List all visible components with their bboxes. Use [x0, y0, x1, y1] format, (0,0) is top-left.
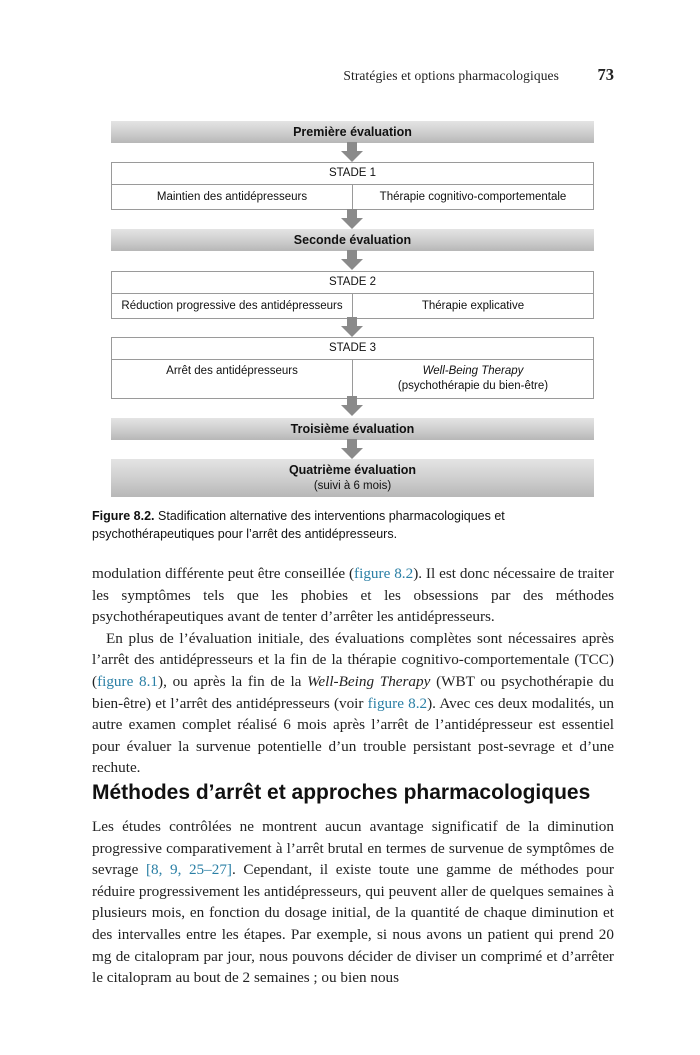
eval-bar-first: Première évaluation: [111, 121, 594, 143]
page-number: 73: [597, 65, 614, 84]
section-heading: Méthodes d’arrêt et approches pharmacologiques: [92, 781, 591, 804]
stage-3-title: STADE 3: [112, 338, 593, 360]
stage-1-title: STADE 1: [112, 163, 593, 185]
italic-run: Well-Being Therapy: [307, 672, 431, 690]
stage-2-left: Réduction progressive des antidépresseurs: [121, 300, 343, 312]
text-run: (WBT ou psychothérapie du bien-être) et l’arrêt des antidépresseurs (voir: [92, 672, 615, 712]
figure-ref-link[interactable]: figure 8.2: [367, 694, 428, 712]
text-run: En plus de l’évaluation initiale, des évaluations complètes sont nécessaires après l’arrêt des antidépresseurs et la fin de la thérapie cognitivo-comportementale (TCC) (: [92, 629, 614, 690]
stage-2-right: Thérapie explicative: [352, 294, 593, 318]
stage-1-box: [111, 162, 594, 210]
text-run: Les études contrôlées ne montrent aucun avantage significatif de la diminution progressive comparativement à l’arrêt brutal en termes de survenue de symptômes de sevrage: [92, 818, 614, 879]
text-run: . Cependant, il existe toute une gamme de méthodes pour réduire progressivement les antidépresseurs, qui peuvent aller de quelques semaines à plusieurs mois, en fonction du dosage initial, de la quantité de chaque diminution et des intervalles entre les étapes. Par exemple, si nous avons un patient qui prend 20 mg de citalopram par jour, nous pouvons décider de diviser un comprimé et d’arrêter le citalopram au bout de 2 semaines ; ou bien nous: [92, 861, 614, 987]
body-text-bottom: [92, 816, 614, 989]
caption-text: Stadification alternative des interventions pharmacologiques et psychothérapeutiques pour l’arrêt des antidépresseurs.: [92, 509, 505, 541]
stage-3-right-sub: (psychothérapie du bien-être): [397, 380, 549, 392]
down-arrow-icon: [341, 317, 363, 337]
text-run: ), ou après la fin de la: [158, 672, 308, 690]
stage-3-left: Arrêt des antidépresseurs: [166, 365, 298, 377]
text-run: modulation différente peut être conseillée (: [92, 565, 355, 582]
citation-ref-link[interactable]: [8, 9, 25–27]: [145, 861, 232, 879]
down-arrow-icon: [341, 209, 363, 229]
stage-1-left: Maintien des antidépresseurs: [156, 191, 308, 203]
stage-2-title: STADE 2: [112, 272, 593, 294]
eval-bar-third: Troisième évaluation: [111, 418, 594, 440]
stage-1-right: Thérapie cognitivo-comportementale: [352, 185, 593, 209]
stage-2-box: [111, 271, 594, 319]
body-text-top: [92, 563, 614, 779]
page-header: [92, 66, 614, 86]
figure-caption: [92, 507, 612, 543]
text-run: ). Il est donc nécessaire de traiter les symptômes tels que les phobies et les obsessions par des méthodes psychothérapeutiques avant de tenter d’arrêter les antidépresseurs.: [92, 565, 615, 626]
flow-diagram: [111, 121, 594, 497]
paragraph-3: [92, 816, 614, 989]
caption-label: Figure 8.2.: [92, 509, 155, 523]
eval-bar-second: Seconde évaluation: [111, 229, 594, 251]
stage-3-right: [352, 360, 593, 398]
eval-bar-fourth: [111, 459, 594, 497]
down-arrow-icon: [341, 250, 363, 270]
text-run: ). Avec ces deux modalités, un autre examen complet réalisé 6 mois après l’arrêt de l’antidépresseur est essentiel pour évaluer la survenue potentielle d’un trouble persistant post-sevrage et d’une rechute.: [92, 694, 615, 777]
stage-3-box: [111, 337, 594, 399]
down-arrow-icon: [341, 396, 363, 416]
stage-3-right-italic: Well-Being Therapy: [422, 365, 524, 377]
eval-4-sub: (suivi à 6 mois): [313, 480, 392, 492]
eval-4-title: Quatrième évaluation: [288, 463, 417, 477]
figure-ref-link[interactable]: figure 8.2: [354, 565, 414, 582]
down-arrow-icon: [341, 439, 363, 459]
running-title: Stratégies et options pharmacologiques: [343, 68, 559, 83]
paragraph-1: [92, 563, 614, 628]
figure-ref-link[interactable]: figure 8.1: [97, 672, 159, 690]
paragraph-2: [92, 628, 614, 779]
down-arrow-icon: [341, 142, 363, 162]
